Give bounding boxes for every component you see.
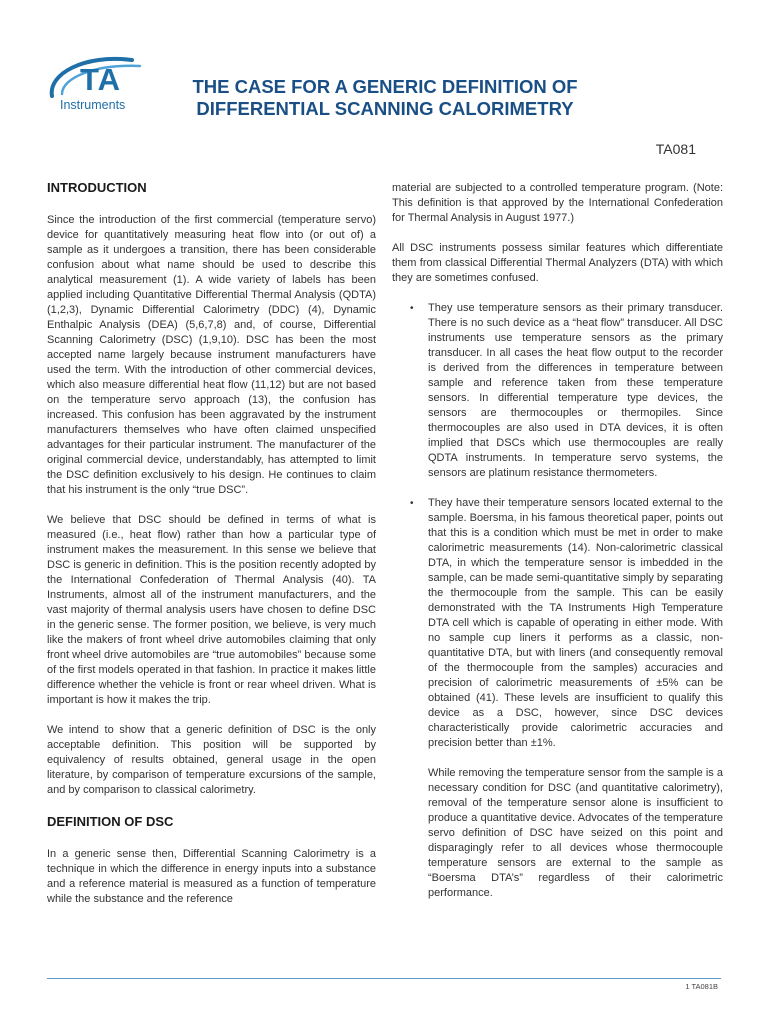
- title-line-1: THE CASE FOR A GENERIC DEFINITION OF: [192, 76, 578, 97]
- intro-paragraph-3: We intend to show that a generic definition of DSC is the only acceptable definition. This position will be supported by equivalency of results obtained, general usage in the open literature, by comparison of temperature excursions of the sample, and by comparison to classical calorimetry.: [47, 724, 376, 796]
- list-item: • They have their temperature sensors located external to the sample. Boersma, in his famous theoretical paper, points out that this is a condition which must be met in order to make calorimetric measurements (14). Non-calorimetric classical DTA, in which the temperature sensor is imbedded in the sample, can be made semi-quantitative simply by separating the thermocouple from the sample. This can be easily demonstrated with the TA Instruments High Temperature DTA cell which is capable of operating in either mode. With no sample cup liners it performs as a classic, non-quantitative DTA, but with liners (and consequently removal of the thermocouple from the samples) accuracies and precision of calorimetric measurements of ±5% can be obtained (41). These levels are insufficient to qualify this device as a DSC, however, since DSC devices characteristically provide calorimetric accuracies and precision better than ±1%.: [392, 496, 723, 751]
- footer-divider: [47, 978, 721, 979]
- document-number: TA081: [655, 141, 696, 157]
- intro-paragraph-2: We believe that DSC should be defined in terms of what is measured (i.e., heat flow) rather than how a particular type of instrument makes the measurement. In this sense we believe that DSC is generic in definition. This is the position recently adopted by the International Confederation of Thermal Analysis (40). TA Instruments, almost all of the instrument manufacturers, and the vast majority of thermal analysis users have chosen to define DSC in the generic sense. The former position, we believe, is very much like the makers of front wheel drive automobiles claiming that only front wheel drive automobiles are “true automobiles” because some of the first models operated in that fashion. In practice it makes little difference whether the vehicle is front or rear wheel driven. What is important is how it makes the trip.: [47, 514, 376, 706]
- intro-paragraph-1: Since the introduction of the first commercial (temperature servo) device for quantitatively measuring heat flow into (or out of) a sample as it undergoes a transition, there has been considerable confusion about what name should be used to describe this analytical measurement (1). A wide variety of labels has been applied including Quantitative Differential Thermal Analysis (QDTA) (1,2,3), Dynamic Differential Calorimetry (DDC) (4), Dynamic Enthalpic Analysis (DEA) (5,6,7,8) and, of course, Differential Scanning Calorimetry (DSC) (1,9,10). DSC has been the most accepted name largely because instrument manufacturers have used the term. With the introduction of other commercial devices, which also measure differential heat flow (11,12) but are not based on the temperature servo approach (13), the confusion has increased. This confusion has been aggravated by the instrument manufacturers themselves who have often claimed unspecified advantages for their particular instrument. The manufacturer of the original commercial device, understandably, has attempted to limit the DSC definition exclusively to his design. He continues to claim that his instrument is the only “true DSC”.: [47, 214, 376, 496]
- definition-heading: DEFINITION OF DSC: [47, 814, 174, 829]
- right-column: [392, 181, 723, 916]
- ta-instruments-logo: [44, 50, 154, 120]
- title-line-2: DIFFERENTIAL SCANNING CALORIMETRY: [196, 98, 574, 119]
- definition-paragraph: In a generic sense then, Differential Scanning Calorimetry is a technique in which the difference in energy inputs into a substance and a reference material is measured as a function of temperature while the substance and the reference: [47, 848, 376, 905]
- logo-subtitle: Instruments: [60, 98, 126, 112]
- definition-paragraph-continued: material are subjected to a controlled temperature program. (Note: This definition is that approved by the International Confederation for Thermal Analysis in August 1977.): [392, 182, 723, 224]
- features-paragraph: All DSC instruments possess similar features which differentiate them from classical Differential Thermal Analyzers (DTA) with which they are sometimes confused.: [392, 242, 723, 284]
- introduction-heading: INTRODUCTION: [47, 180, 147, 195]
- footer-code: 1 TA081B: [685, 982, 718, 991]
- boersma-paragraph: While removing the temperature sensor from the sample is a necessary condition for DSC (and quantitative calorimetry), removal of the temperature sensor alone is insufficient to produce a quantitative device. Advocates of the temperature servo definition of DSC have seized on this point and disparagingly refer to all devices whose thermocouple temperature sensors are external to the sample as “Boersma DTA’s” regardless of their calorimetric performance.: [428, 767, 723, 899]
- features-list: [392, 301, 723, 751]
- list-item: • They use temperature sensors as their primary transducer. There is no such device as a “heat flow” transducer. All DSC instruments use temperature sensors as the primary transducer. In all cases the heat flow output to the recorder is derived from the differences in temperature between sample and reference taken from these temperature sensors. In differential temperature type devices, the sensors are thermocouples or thermopiles. Since thermocouples are also used in DTA devices, it is often implied that DSCs which use thermocouples are really QDTA instruments. In temperature servo systems, the sensors are platinum resistance thermometers.: [392, 301, 723, 481]
- logo-wordmark: TA: [80, 62, 122, 97]
- page-title: [150, 76, 620, 120]
- left-column: [47, 180, 376, 922]
